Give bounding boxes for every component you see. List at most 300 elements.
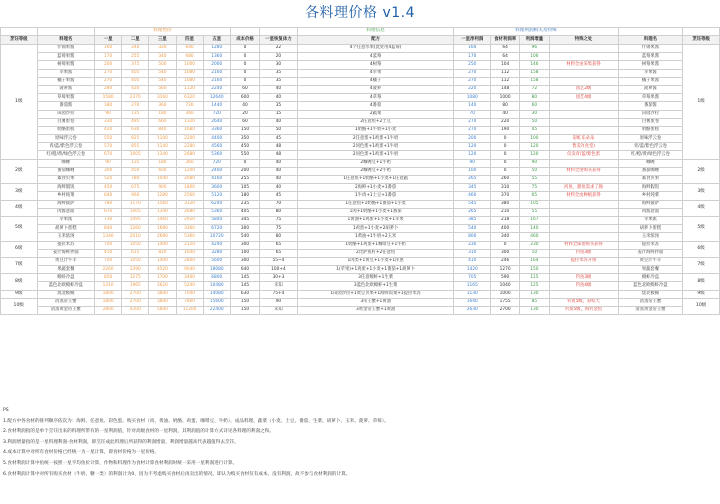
ingredient-profit: 1000: [491, 94, 520, 102]
special-note: 仅卖青/蓝/紫色蛋: [549, 151, 618, 159]
dish-name: 蓝莓果酱: [37, 53, 94, 61]
ingredient-profit: 1755: [491, 298, 520, 306]
special-note: [549, 266, 618, 274]
profit-increment: 100: [520, 135, 549, 143]
cost-price: 0: [230, 45, 259, 53]
recipe: 4个任意水果(此处用4蓝莓): [297, 45, 454, 53]
special-note: [549, 102, 618, 110]
dish-name-right: 原味浮云卷: [618, 135, 683, 143]
cost-price: 235: [230, 200, 259, 208]
star-price: 1170: [122, 200, 149, 208]
notes-section: [3, 406, 717, 480]
column-header: 料理名: [618, 36, 683, 45]
net-profit: 1640: [454, 298, 491, 306]
table-row: [1, 94, 720, 102]
column-header: 一星净利润: [454, 36, 491, 45]
special-note: [549, 208, 618, 216]
star-price: 200: [95, 61, 122, 69]
ingredient-profit: 64: [491, 53, 520, 61]
star-price: 2680: [176, 208, 203, 216]
star-price: 4520: [149, 266, 176, 274]
dish-name: 白薯蛋卷: [37, 118, 94, 126]
profit-increment: 158: [520, 69, 549, 77]
star-price: 3600: [149, 298, 176, 306]
recipe: 2咖喱豆+1牛奶: [297, 159, 454, 167]
cost-price: 630: [230, 290, 259, 298]
profit-increment: 158: [520, 77, 549, 85]
star-price: 5360: [176, 233, 203, 241]
star-price: 7800: [176, 298, 203, 306]
dish-name: 红/橙/黄/绿色浮云卷: [37, 151, 94, 159]
cost-price: 150: [230, 298, 259, 306]
star-price: 1560: [149, 200, 176, 208]
star-price: 12640: [203, 94, 230, 102]
star-price: 2080: [176, 176, 203, 184]
star-price: 3280: [203, 249, 230, 257]
profit-increment: 55: [520, 176, 549, 184]
dish-name-right: 果蔬套餐: [618, 266, 683, 274]
table-row: [1, 69, 720, 77]
profit-increment: 164: [520, 257, 549, 265]
star-price: 420: [95, 126, 122, 134]
ingredient-profit: 380: [491, 200, 520, 208]
star-price: 240: [122, 45, 149, 53]
dish-name-right: 姜汁海鲜拌面: [618, 249, 683, 257]
level-cell-right: 2级: [683, 159, 720, 184]
cost-price: 0: [230, 61, 259, 69]
star-price: 1280: [149, 192, 176, 200]
cost-price: 300: [230, 241, 259, 249]
star-price: 1100: [149, 135, 176, 143]
star-price: 1040: [149, 176, 176, 184]
special-note: [549, 45, 618, 53]
star-price: 1400: [149, 257, 176, 265]
profit-increment: 120: [520, 151, 549, 159]
profit-increment: 55: [520, 208, 549, 216]
star-price: 615: [122, 249, 149, 257]
star-price: 5120: [203, 192, 230, 200]
net-profit: 1420: [454, 266, 491, 274]
star-price: 2560: [176, 192, 203, 200]
special-note: 钓鱼5级，海钓金鱼: [549, 307, 618, 315]
net-profit: 310: [454, 249, 491, 257]
dish-name-right: 胡萝卜蛋糕: [618, 225, 683, 233]
recipe: 3蓝色北欧鳗虾+1生菜: [297, 282, 454, 290]
star-price: 720: [203, 159, 230, 167]
star-price: 4560: [203, 143, 230, 151]
star-price: 1275: [122, 274, 149, 282]
dish-name: 青/蓝/紫色浮云卷: [37, 143, 94, 151]
star-price: 14080: [203, 290, 230, 298]
star-price: 1005: [122, 208, 149, 216]
star-price: 1120: [176, 85, 203, 93]
table-row: [1, 77, 720, 85]
special-note: 材料全部由购买获得: [549, 241, 618, 249]
recipe: 1肉+1奶酪+1小麦+1番茄: [297, 208, 454, 216]
special-note: 河鱼、甜鱼需求了阁: [549, 184, 618, 192]
star-price: 3360: [176, 225, 203, 233]
column-header-row: [1, 36, 720, 45]
star-price: 1050: [122, 241, 149, 249]
recipe: 1奶酪+1鸡蛋+1咖啡豆+1牛奶: [297, 241, 454, 249]
special-note: 钓鱼5级，彩虹天: [549, 298, 618, 306]
special-note: 园艺4级: [549, 94, 618, 102]
dish-name: 清蒸帝王蟹: [37, 298, 94, 306]
dish-name-right: 苹果派: [618, 216, 683, 224]
star-price: 90: [95, 159, 122, 167]
net-profit: 345: [454, 184, 491, 192]
note-line: 4.成本计算中对所有食材价格已经统一为一星计算，即食材价格为一星价格。: [3, 450, 159, 456]
table-row: [1, 102, 720, 110]
table-row: [1, 135, 720, 143]
table-row: [1, 184, 720, 192]
dish-name-right: 橘子果酱: [618, 77, 683, 85]
table-row: [1, 151, 720, 159]
stamina: 70: [260, 200, 298, 208]
star-price: 180: [95, 102, 122, 110]
net-profit: 385: [454, 216, 491, 224]
table-row: [1, 143, 720, 151]
special-note: [549, 200, 618, 208]
star-price: 2400: [203, 167, 230, 175]
ingredient-profit: 0: [491, 159, 520, 167]
star-price: 6720: [203, 225, 230, 233]
star-price: 300: [95, 167, 122, 175]
dish-name-right: 清蒸黄金帝王蟹: [618, 307, 683, 315]
star-price: 2000: [203, 61, 230, 69]
column-header: 四星: [176, 36, 203, 45]
ingredient-profit: 1270: [491, 266, 520, 274]
special-note: 钓鱼3级: [549, 249, 618, 257]
table-row: [1, 176, 720, 184]
star-price: 1340: [149, 151, 176, 159]
recipe: 2海鲜+1小麦+1番茄: [297, 184, 454, 192]
ingredient-profit: 218: [491, 216, 520, 224]
star-price: 1800: [95, 290, 122, 298]
dish-name: 橘子果酱: [37, 77, 94, 85]
ingredient-profit: 0: [491, 167, 520, 175]
stamina: 55~4: [260, 257, 298, 265]
column-header: 一星恢复体力: [260, 36, 298, 45]
table-row: [1, 159, 720, 167]
star-price: 3600: [149, 290, 176, 298]
table-row: [1, 200, 720, 208]
dish-name-right: 苹果酱: [618, 69, 683, 77]
ingredient-profit: 210: [491, 208, 520, 216]
star-price: 1400: [149, 241, 176, 249]
ingredient-profit: 148: [491, 85, 520, 93]
dish-name: 黄豆汁牛羊: [37, 257, 94, 265]
star-price: 550: [95, 135, 122, 143]
ingredient-profit: 0: [491, 143, 520, 151]
stamina: 75: [260, 225, 298, 233]
dish-name: 咖喱: [37, 159, 94, 167]
stamina: 35: [260, 102, 298, 110]
star-price: 2700: [122, 290, 149, 298]
column-header: 配方: [297, 36, 454, 45]
special-note: [549, 118, 618, 126]
profit-increment: 60: [520, 102, 549, 110]
star-price: 680: [176, 53, 203, 61]
ingredient-profit: 1040: [491, 282, 520, 290]
profit-increment: 85: [520, 298, 549, 306]
stamina: 100+4: [260, 266, 298, 274]
stamina: 22: [260, 45, 298, 53]
stamina: 75+4: [260, 290, 298, 298]
net-profit: 265: [454, 176, 491, 184]
profit-increment: 65: [520, 192, 549, 200]
stamina: 65: [260, 249, 298, 257]
cost-price: 40: [230, 102, 259, 110]
table-row: [1, 208, 720, 216]
star-price: 1965: [122, 282, 149, 290]
profit-increment: 80: [520, 94, 549, 102]
recipe: 4番茄: [297, 102, 454, 110]
star-price: 5840: [203, 216, 230, 224]
table-row: [1, 241, 720, 249]
dish-name: 胡萝卜蛋糕: [37, 225, 94, 233]
star-price: 840: [95, 225, 122, 233]
star-price: 255: [122, 53, 149, 61]
net-profit: 120: [454, 151, 491, 159]
page-title: 各料理价格 v1.4: [305, 5, 415, 21]
table-row: [1, 282, 720, 290]
star-price: 360: [176, 159, 203, 167]
recipe: 1鸡蛋+1小麦+2胡萝卜: [297, 225, 454, 233]
stamina: 40: [260, 94, 298, 102]
star-price: 15600: [203, 298, 230, 306]
recipe: 4菠萝: [297, 85, 454, 93]
net-profit: 460: [454, 192, 491, 200]
star-price: 1440: [203, 102, 230, 110]
star-price: 2240: [203, 85, 230, 93]
star-price: 2160: [203, 69, 230, 77]
star-price: 320: [149, 45, 176, 53]
recipe: 1(苹果)+1鸡蛋+1小麦+1番茄+1胡萝卜: [297, 266, 454, 274]
level-cell-right: 5级: [683, 216, 720, 241]
column-header: 食材利润率: [491, 36, 520, 45]
ingredient-profit: 400: [491, 225, 520, 233]
star-price: 1260: [122, 225, 149, 233]
table-row: [1, 274, 720, 282]
recipe: 2任意鱼+2土豆: [297, 118, 454, 126]
star-price: 1140: [149, 143, 176, 151]
net-profit: 545: [454, 200, 491, 208]
star-price: 5240: [176, 282, 203, 290]
dish-name-right: 素食贝果: [618, 176, 683, 184]
recipe: 1奶酪+1牛奶+1小麦: [297, 126, 454, 134]
dish-name: 番茄酱: [37, 102, 94, 110]
dish-name: 姜汁海鲜拌面: [37, 249, 94, 257]
column-header: 特殊之处: [549, 36, 618, 45]
level-cell-right: 4级: [683, 200, 720, 216]
star-price: 180: [149, 110, 176, 118]
star-price: 450: [122, 167, 149, 175]
ingredient-profit: 246: [491, 257, 520, 265]
star-price: 1095: [122, 216, 149, 224]
star-price: 160: [95, 45, 122, 53]
net-profit: 70: [454, 110, 491, 118]
special-note: 彩虹乐朵朵: [549, 135, 618, 143]
net-profit: 410: [454, 257, 491, 265]
level-cell: 6级: [1, 241, 38, 257]
star-price: 1800: [95, 298, 122, 306]
column-header: 三星: [149, 36, 176, 45]
star-price: 1320: [176, 118, 203, 126]
table-row: [1, 216, 720, 224]
recipe: 2任意蛋+1鸡蛋+1牛奶: [297, 135, 454, 143]
dish-name: 玉米浓汤: [37, 233, 94, 241]
star-price: 640: [176, 45, 203, 53]
recipe: 2同色蛋+1鸡蛋+1牛奶: [297, 151, 454, 159]
star-price: 3400: [176, 274, 203, 282]
stamina: 40: [260, 184, 298, 192]
recipe: 4橘子: [297, 77, 454, 85]
dish-name: 烧北极鳗: [37, 290, 94, 298]
stamina: 80: [260, 233, 298, 241]
star-price: 900: [149, 184, 176, 192]
dish-name-right: 奶酪蛋糕: [618, 126, 683, 134]
star-price: 360: [176, 110, 203, 118]
table-row: [1, 290, 720, 298]
recipe: 3任意鳗虾+1生菜: [297, 274, 454, 282]
dish-name: 草莓果酱: [37, 94, 94, 102]
recipe: 1黄油+1鸡蛋+1小麦+1苹果: [297, 216, 454, 224]
special-note: [549, 110, 618, 118]
table-row: [1, 85, 720, 93]
level-cell-right: 3级: [683, 184, 720, 200]
note-line: 1.配方中各食材的排列顺序依次为：海鲜、任意鱼、彩色蛋、购买食材（肉、黄油、奶酪、鸡蛋、咖啡豆、牛奶）、成品料理、蔬菜（小麦、土豆、番茄、生菜、胡萝卜、玉米、菠萝、草莓）。: [3, 418, 389, 424]
dish-name-right: 蓝莓果酱: [618, 53, 683, 61]
net-profit: 1080: [454, 94, 491, 102]
star-price: 2640: [203, 118, 230, 126]
ingredient-profit: 590: [491, 274, 520, 282]
ingredient-profit: 310: [491, 184, 520, 192]
star-price: 340: [149, 53, 176, 61]
net-profit: 800: [454, 233, 491, 241]
column-header: 料理名: [37, 36, 94, 45]
column-header: 二星: [122, 36, 149, 45]
recipe: 2咖喱豆+2牛奶: [297, 167, 454, 175]
cost-price: 255: [230, 176, 259, 184]
ingredient-profit: 104: [491, 61, 520, 69]
special-note: [549, 225, 618, 233]
profit-increment: 72: [520, 85, 549, 93]
dish-name: 苹果酱: [37, 69, 94, 77]
table-row: [1, 53, 720, 61]
star-price: 720: [203, 110, 230, 118]
dish-name-right: 番茄酱: [618, 102, 683, 110]
level-cell: 2级: [1, 159, 38, 184]
cost-price: 20: [230, 110, 259, 118]
star-price: 1200: [176, 167, 203, 175]
star-price: 330: [95, 118, 122, 126]
star-price: 670: [95, 151, 122, 159]
net-profit: 270: [454, 126, 491, 134]
special-note: [549, 176, 618, 184]
profit-increment: 230: [520, 241, 549, 249]
table-row: [1, 233, 720, 241]
price-table: [0, 27, 720, 315]
stamina: 65: [260, 241, 298, 249]
cost-price: 150: [230, 307, 259, 315]
star-price: 520: [95, 176, 122, 184]
level-cell-right: 6级: [683, 241, 720, 257]
column-header: 一星: [95, 36, 122, 45]
column-header: 烹饪等级: [1, 36, 38, 45]
star-price: 840: [149, 126, 176, 134]
cost-price: 300: [230, 225, 259, 233]
ingredient-profit: 220: [491, 118, 520, 126]
star-price: 1005: [122, 151, 149, 159]
net-profit: 200: [454, 135, 491, 143]
table-row: [1, 61, 720, 69]
profit-increment: 96: [520, 45, 549, 53]
cost-price: 0: [230, 69, 259, 77]
ingredient-profit: 40: [491, 110, 520, 118]
net-profit: 1165: [454, 282, 491, 290]
profit-increment: 146: [520, 61, 549, 69]
column-header: 利润增量: [520, 36, 549, 45]
net-profit: 160: [454, 45, 491, 53]
profit-increment: 115: [520, 274, 549, 282]
special-note: [549, 159, 618, 167]
net-profit: 540: [454, 225, 491, 233]
level-cell: 9级: [1, 290, 38, 298]
level-cell-right: 10级: [683, 298, 720, 314]
net-profit: 250: [454, 61, 491, 69]
star-price: 2680: [176, 151, 203, 159]
net-profit: 2630: [454, 307, 491, 315]
star-price: 670: [95, 208, 122, 216]
ingredient-profit: 300: [491, 249, 520, 257]
star-price: 1700: [149, 274, 176, 282]
special-note: 钓鱼3级: [549, 274, 618, 282]
level-cell: 7级: [1, 257, 38, 273]
stamina: 90: [260, 298, 298, 306]
star-price: 4240: [203, 241, 230, 249]
cost-price: 0: [230, 53, 259, 61]
profit-increment: 50: [520, 167, 549, 175]
ingredient-profit: 0: [491, 241, 520, 249]
note-line: 3.利润增量指的是一星料理利润-食材利润，即烹饪成此料理后所获得的利润增量，利润增量越高代表越值得去烹饪。: [3, 439, 239, 445]
star-price: 170: [95, 53, 122, 61]
stamina: 45: [260, 192, 298, 200]
star-price: 820: [149, 249, 176, 257]
level-cell: 10级: [1, 298, 38, 314]
recipe: 1任意鱼+1奶酪+1小麦+1任意蔬: [297, 176, 454, 184]
star-price: 3120: [176, 200, 203, 208]
dish-name: 乡村炖菜: [37, 192, 94, 200]
star-price: 2620: [149, 282, 176, 290]
profit-increment: 150: [520, 266, 549, 274]
cost-price: 0: [230, 159, 259, 167]
special-note: 提拉米苏升组: [549, 257, 618, 265]
stamina: 未知: [260, 307, 298, 315]
recipe: 1田园沙拉+1黄豆贝果+1海鲜饭菜+1提拉米苏: [297, 290, 454, 298]
star-price: 5600: [203, 257, 230, 265]
recipe: 3帝王蟹+1黄油: [297, 298, 454, 306]
cost-price: 640: [230, 266, 259, 274]
profit-increment: 130: [520, 307, 549, 315]
dish-name: 清蒸黄金帝王蟹: [37, 307, 94, 315]
star-price: 1800: [176, 184, 203, 192]
stamina: 40: [260, 85, 298, 93]
stamina: 45: [260, 135, 298, 143]
star-price: 660: [149, 118, 176, 126]
star-price: 6240: [203, 200, 230, 208]
stamina: 30+3: [260, 274, 298, 282]
